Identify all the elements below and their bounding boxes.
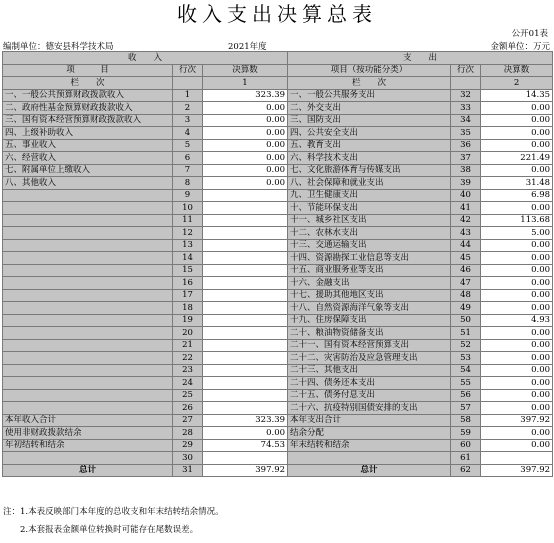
expense-row-no: 41 [451,202,481,215]
income-item [3,339,173,352]
expense-header: 支 出 [288,52,553,65]
expense-row-no: 35 [451,127,481,140]
header-row-section [3,52,553,65]
income-amount: 323.39 [203,89,288,102]
expense-row-no: 44 [451,239,481,252]
expense-amount: 0.00 [481,139,553,152]
income-item [3,402,173,415]
table-row [3,102,553,115]
income-row-no: 12 [173,227,203,240]
form-code: 公开01表 [511,29,548,39]
table-row [3,127,553,140]
expense-item: 二十、粮油物资储备支出 [288,327,451,340]
expense-amount: 397.92 [481,464,553,477]
income-item [3,214,173,227]
income-amount [203,289,288,302]
expense-amount: 0.00 [481,127,553,140]
expense-item: 十七、援助其他地区支出 [288,289,451,302]
table-row [3,177,553,190]
income-amount [203,364,288,377]
expense-row-no: 56 [451,389,481,402]
income-amount [203,377,288,390]
income-row-no: 29 [173,439,203,452]
income-amount [203,452,288,465]
report-title: 收入支出决算总表 [177,2,377,26]
expense-amount: 113.68 [481,214,553,227]
expense-amount: 0.00 [481,389,553,402]
income-col1: 1 [203,77,288,90]
income-item [3,327,173,340]
expense-item-header: 项目（按功能分类） [288,64,451,77]
table-row [3,439,553,452]
expense-row-no: 51 [451,327,481,340]
expense-amount: 0.00 [481,439,553,452]
expense-row-no: 42 [451,214,481,227]
income-row-no: 27 [173,414,203,427]
expense-row-no: 33 [451,102,481,115]
income-colname: 栏 次 [3,77,173,90]
income-amount: 74.53 [203,439,288,452]
income-item: 总计 [3,464,173,477]
footnotes [3,503,224,539]
table-row [3,189,553,202]
income-row-no: 30 [173,452,203,465]
table-row [3,114,553,127]
expense-item: 二十一、国有资本经营预算支出 [288,339,451,352]
expense-item: 七、文化旅游体育与传媒支出 [288,164,451,177]
expense-row-no: 49 [451,302,481,315]
expense-row-no: 34 [451,114,481,127]
expense-amount: 0.00 [481,339,553,352]
income-amount [203,214,288,227]
expense-row-no: 58 [451,414,481,427]
table-row [3,202,553,215]
income-amount: 0.00 [203,177,288,190]
table-row [3,164,553,177]
table-row [3,389,553,402]
table-row [3,339,553,352]
expense-amount: 0.00 [481,277,553,290]
expense-amount [481,452,553,465]
table-row [3,327,553,340]
table-row [3,89,553,102]
income-row-no: 3 [173,114,203,127]
table-row [3,352,553,365]
expense-row-no: 38 [451,164,481,177]
income-row-no: 18 [173,302,203,315]
income-row-no: 19 [173,314,203,327]
income-item [3,289,173,302]
expense-item: 总计 [288,464,451,477]
income-item [3,352,173,365]
income-item [3,264,173,277]
table-row [3,139,553,152]
income-row-no: 2 [173,102,203,115]
income-item: 本年收入合计 [3,414,173,427]
expense-row-no: 55 [451,377,481,390]
income-item: 二、政府性基金预算财政拨款收入 [3,102,173,115]
expense-item: 十五、商业服务业等支出 [288,264,451,277]
income-amount [203,239,288,252]
expense-item: 二十五、债务付息支出 [288,389,451,402]
expense-item: 九、卫生健康支出 [288,189,451,202]
income-row-no: 9 [173,189,203,202]
income-amount: 0.00 [203,152,288,165]
income-amount: 0.00 [203,114,288,127]
income-row-no: 14 [173,252,203,265]
income-colname-blank [173,77,203,90]
table-row [3,289,553,302]
expense-item: 十二、农林水支出 [288,227,451,240]
expense-row-no: 57 [451,402,481,415]
income-item [3,277,173,290]
income-item [3,377,173,390]
table-row [3,452,553,465]
income-amount: 323.39 [203,414,288,427]
income-row-no: 11 [173,214,203,227]
income-row-no: 6 [173,152,203,165]
expense-row-no: 40 [451,189,481,202]
income-item [3,389,173,402]
income-item [3,302,173,315]
expense-item: 二十三、其他支出 [288,364,451,377]
expense-amount: 0.00 [481,252,553,265]
expense-item: 十三、交通运输支出 [288,239,451,252]
expense-amount: 31.48 [481,177,553,190]
expense-item: 二十二、灾害防治及应急管理支出 [288,352,451,365]
expense-row-no: 47 [451,277,481,290]
income-row-no: 23 [173,364,203,377]
expense-row-no: 52 [451,339,481,352]
expense-item: 十四、资源勘探工业信息等支出 [288,252,451,265]
income-row-no: 28 [173,427,203,440]
expense-amount: 221.49 [481,152,553,165]
income-item: 一、一般公共预算财政拨款收入 [3,89,173,102]
expense-row-no: 32 [451,89,481,102]
income-amount [203,352,288,365]
expense-item: 十八、自然资源海洋气象等支出 [288,302,451,315]
expense-row-no: 46 [451,264,481,277]
expense-row-no: 39 [451,177,481,190]
table-row [3,152,553,165]
expense-item: 八、社会保障和就业支出 [288,177,451,190]
expense-item: 一、一般公共服务支出 [288,89,451,102]
income-row-no: 10 [173,202,203,215]
income-amount-header: 决算数 [203,64,288,77]
expense-row-no: 50 [451,314,481,327]
income-amount: 0.00 [203,102,288,115]
income-item: 四、上级补助收入 [3,127,173,140]
expense-row-no: 61 [451,452,481,465]
expense-item: 十六、金融支出 [288,277,451,290]
expense-amount: 0.00 [481,377,553,390]
income-item: 七、附属单位上缴收入 [3,164,173,177]
income-item: 三、国有资本经营预算财政拨款收入 [3,114,173,127]
expense-amount: 0.00 [481,352,553,365]
table-row [3,227,553,240]
expense-amount: 0.00 [481,327,553,340]
income-amount: 0.00 [203,139,288,152]
expense-row-no: 62 [451,464,481,477]
table-row [3,464,553,477]
expense-row-no: 45 [451,252,481,265]
income-row-no: 16 [173,277,203,290]
income-row-no: 26 [173,402,203,415]
income-amount [203,202,288,215]
expense-amount: 397.92 [481,414,553,427]
expense-rowno-header: 行次 [451,64,481,77]
income-row-no: 20 [173,327,203,340]
expense-amount-header: 决算数 [481,64,553,77]
expense-amount: 5.00 [481,227,553,240]
income-amount [203,314,288,327]
income-row-no: 1 [173,89,203,102]
table-row [3,214,553,227]
income-row-no: 25 [173,389,203,402]
income-amount [203,327,288,340]
table-row [3,377,553,390]
expense-amount: 0.00 [481,302,553,315]
expense-row-no: 53 [451,352,481,365]
income-row-no: 13 [173,239,203,252]
income-amount [203,402,288,415]
income-row-no: 15 [173,264,203,277]
income-amount: 0.00 [203,427,288,440]
table-row [3,414,553,427]
year-label: 2021年度 [228,42,267,52]
income-amount [203,264,288,277]
income-row-no: 31 [173,464,203,477]
expense-row-no: 60 [451,439,481,452]
expense-item: 六、科学技术支出 [288,152,451,165]
income-header: 收 入 [3,52,288,65]
expense-colname: 栏 次 [288,77,451,90]
income-item [3,239,173,252]
expense-amount: 6.98 [481,189,553,202]
income-item: 使用非财政拨款结余 [3,427,173,440]
income-amount [203,189,288,202]
org-label: 编制单位：德安县科学技术局 [3,42,114,52]
expense-item: 二十四、债务还本支出 [288,377,451,390]
income-amount: 0.00 [203,164,288,177]
income-amount [203,302,288,315]
expense-amount: 0.00 [481,164,553,177]
unit-label: 金额单位：万元 [490,42,550,52]
table-row [3,427,553,440]
expense-amount: 0.00 [481,364,553,377]
income-amount [203,252,288,265]
table-row [3,302,553,315]
income-item-header: 项 目 [3,64,173,77]
expense-amount: 0.00 [481,289,553,302]
expense-amount: 0.00 [481,264,553,277]
expense-amount: 4.93 [481,314,553,327]
income-item: 年初结转和结余 [3,439,173,452]
table-row [3,264,553,277]
expense-row-no: 37 [451,152,481,165]
income-amount [203,389,288,402]
income-item [3,189,173,202]
income-item [3,314,173,327]
expense-row-no: 48 [451,289,481,302]
income-amount [203,339,288,352]
income-row-no: 24 [173,377,203,390]
header-row-columns [3,64,553,77]
income-item [3,202,173,215]
income-amount [203,277,288,290]
expense-item: 三、国防支出 [288,114,451,127]
expense-item: 本年支出合计 [288,414,451,427]
expense-item: 二、外交支出 [288,102,451,115]
income-item [3,227,173,240]
expense-col2: 2 [481,77,553,90]
expense-amount: 0.00 [481,202,553,215]
table-row [3,402,553,415]
table-row [3,314,553,327]
expense-item: 年末结转和结余 [288,439,451,452]
expense-item: 十九、住房保障支出 [288,314,451,327]
table-row [3,364,553,377]
income-item: 六、经营收入 [3,152,173,165]
expense-item: 五、教育支出 [288,139,451,152]
income-row-no: 5 [173,139,203,152]
table-row [3,252,553,265]
table-row [3,277,553,290]
expense-item: 结余分配 [288,427,451,440]
income-rowno-header: 行次 [173,64,203,77]
income-row-no: 8 [173,177,203,190]
expense-colname-blank [451,77,481,90]
income-row-no: 21 [173,339,203,352]
expense-row-no: 43 [451,227,481,240]
income-item [3,452,173,465]
income-row-no: 7 [173,164,203,177]
income-item [3,364,173,377]
income-amount: 0.00 [203,127,288,140]
income-row-no: 4 [173,127,203,140]
income-row-no: 17 [173,289,203,302]
income-item [3,252,173,265]
header-row-colnum [3,77,553,90]
expense-item: 四、公共安全支出 [288,127,451,140]
income-row-no: 22 [173,352,203,365]
expense-amount: 0.00 [481,102,553,115]
footnote-2: 2.本套报表金额单位转换时可能存在尾数误差。 [20,525,199,535]
table-row [3,239,553,252]
footnote-1: 注：1.本表反映部门本年度的总收支和年末结转结余情况。 [3,507,224,517]
expense-amount: 0.00 [481,114,553,127]
expense-row-no: 54 [451,364,481,377]
expense-amount: 0.00 [481,427,553,440]
expense-item: 二十六、抗疫特别国债安排的支出 [288,402,451,415]
income-item: 五、事业收入 [3,139,173,152]
expense-item: 十、节能环保支出 [288,202,451,215]
income-amount: 397.92 [203,464,288,477]
expense-item: 十一、城乡社区支出 [288,214,451,227]
expense-row-no: 59 [451,427,481,440]
expense-amount: 0.00 [481,402,553,415]
income-expense-table [2,51,553,477]
income-item: 八、其他收入 [3,177,173,190]
expense-item [288,452,451,465]
expense-row-no: 36 [451,139,481,152]
expense-amount: 14.35 [481,89,553,102]
income-amount [203,227,288,240]
expense-amount: 0.00 [481,239,553,252]
